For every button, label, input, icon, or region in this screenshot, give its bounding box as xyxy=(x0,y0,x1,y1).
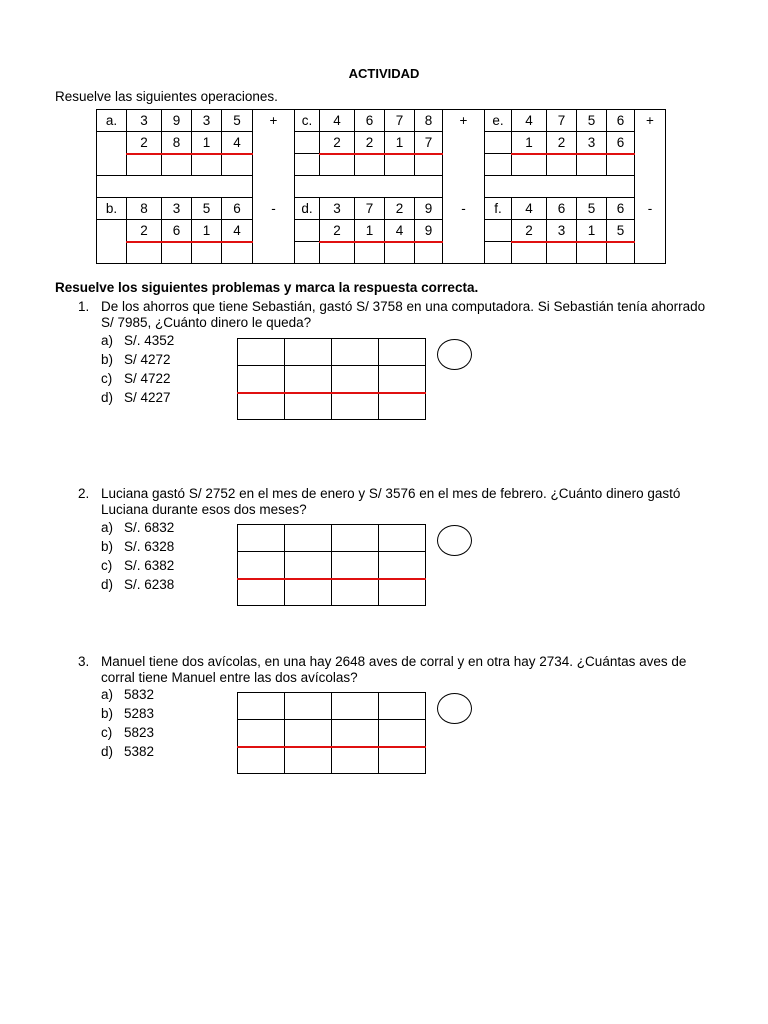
grid-cell[interactable] xyxy=(238,693,285,720)
digit-cell: 2 xyxy=(320,132,355,154)
grid-cell[interactable] xyxy=(285,393,332,420)
empty-cell xyxy=(443,132,485,154)
answer-cell[interactable] xyxy=(607,242,635,264)
digit-cell: 9 xyxy=(415,198,443,220)
problem-text: Manuel tiene dos avícolas, en una hay 2648 aves de corral y en otra hay 2734. ¿Cuántas aves de corral tiene Manuel entre las dos avícolas? xyxy=(101,654,687,685)
grid-cell[interactable] xyxy=(285,552,332,579)
digit-cell: 2 xyxy=(320,220,355,242)
spacer-cell xyxy=(97,176,253,198)
problem-number: 3. xyxy=(78,654,90,669)
digit-cell: 2 xyxy=(547,132,577,154)
option-value: S/. 6328 xyxy=(124,539,175,554)
option[interactable] xyxy=(101,558,174,573)
digit-cell: 6 xyxy=(607,110,635,132)
op-label: c. xyxy=(295,110,320,132)
op-sign: + xyxy=(635,110,666,132)
digit-cell: 6 xyxy=(547,198,577,220)
digit-cell: 7 xyxy=(385,110,415,132)
grid-cell[interactable] xyxy=(332,579,379,606)
grid-cell[interactable] xyxy=(238,747,285,774)
page-title: ACTIVIDAD xyxy=(348,66,420,81)
op-sign: - xyxy=(253,198,295,220)
option[interactable] xyxy=(101,352,171,367)
empty-cell xyxy=(443,220,485,242)
option[interactable] xyxy=(101,744,154,759)
digit-cell: 2 xyxy=(512,220,547,242)
option-value: S/. 6832 xyxy=(124,520,175,535)
answer-cell[interactable] xyxy=(415,242,443,264)
digit-cell: 6 xyxy=(222,198,253,220)
empty-cell xyxy=(97,242,127,264)
answer-cell[interactable] xyxy=(607,154,635,176)
grid-cell[interactable] xyxy=(332,552,379,579)
digit-cell: 3 xyxy=(162,198,192,220)
grid-cell[interactable] xyxy=(332,747,379,774)
empty-cell xyxy=(443,242,485,264)
option-value: S/ 4227 xyxy=(124,390,171,405)
grid-cell[interactable] xyxy=(379,693,426,720)
answer-cell[interactable] xyxy=(385,154,415,176)
digit-cell: 5 xyxy=(222,110,253,132)
problem-text: De los ahorros que tiene Sebastián, gastó S/ 3758 en una computadora. Si Sebastián tenía ahorrado S/ 7985, ¿Cuánto dinero le queda? xyxy=(101,299,706,330)
grid-cell[interactable] xyxy=(379,720,426,747)
option[interactable] xyxy=(101,390,171,405)
empty-cell xyxy=(253,176,295,198)
answer-cell[interactable] xyxy=(295,154,320,176)
option-letter: d) xyxy=(101,744,114,759)
option[interactable] xyxy=(101,577,174,592)
digit-cell: 1 xyxy=(512,132,547,154)
digit-cell: 4 xyxy=(222,132,253,154)
digit-cell: 2 xyxy=(127,220,162,242)
answer-cell[interactable] xyxy=(162,154,192,176)
empty-cell xyxy=(97,154,127,176)
option[interactable] xyxy=(101,706,154,721)
work-grid[interactable] xyxy=(237,338,426,420)
op-sign: + xyxy=(443,110,485,132)
option[interactable] xyxy=(101,520,174,535)
empty-cell xyxy=(635,220,666,242)
option-value: S/ 4272 xyxy=(124,352,171,367)
empty-cell xyxy=(635,154,666,176)
answer-cell[interactable] xyxy=(512,242,547,264)
digit-cell: 6 xyxy=(607,132,635,154)
grid-cell[interactable] xyxy=(285,747,332,774)
answer-cell[interactable] xyxy=(127,242,162,264)
digit-cell: 1 xyxy=(355,220,385,242)
answer-circle[interactable] xyxy=(437,339,472,370)
digit-cell: 1 xyxy=(577,220,607,242)
grid-cell[interactable] xyxy=(238,525,285,552)
option-letter: c) xyxy=(101,371,113,386)
empty-cell xyxy=(295,220,320,242)
answer-cell[interactable] xyxy=(547,242,577,264)
problem-number: 2. xyxy=(78,486,90,501)
digit-cell: 3 xyxy=(577,132,607,154)
op-label: f. xyxy=(485,198,512,220)
digit-cell: 3 xyxy=(547,220,577,242)
grid-cell[interactable] xyxy=(285,720,332,747)
digit-cell: 4 xyxy=(222,220,253,242)
grid-cell[interactable] xyxy=(379,393,426,420)
digit-cell: 4 xyxy=(385,220,415,242)
option-letter: b) xyxy=(101,352,114,367)
answer-cell[interactable] xyxy=(222,154,253,176)
empty-cell xyxy=(295,132,320,154)
grid-cell[interactable] xyxy=(332,339,379,366)
op-label: b. xyxy=(97,198,127,220)
empty-cell xyxy=(253,132,295,154)
answer-cell[interactable] xyxy=(385,242,415,264)
digit-cell: 8 xyxy=(162,132,192,154)
op-label: e. xyxy=(485,110,512,132)
empty-cell xyxy=(485,132,512,154)
grid-cell[interactable] xyxy=(379,525,426,552)
digit-cell: 9 xyxy=(162,110,192,132)
grid-cell[interactable] xyxy=(332,366,379,393)
grid-cell[interactable] xyxy=(285,525,332,552)
option[interactable] xyxy=(101,371,171,386)
option[interactable] xyxy=(101,687,154,702)
answer-cell[interactable] xyxy=(295,242,320,264)
spacer-cell xyxy=(295,176,443,198)
grid-cell[interactable] xyxy=(379,552,426,579)
answer-cell[interactable] xyxy=(355,154,385,176)
work-grid[interactable] xyxy=(237,524,426,606)
answer-circle[interactable] xyxy=(437,525,472,556)
option-letter: d) xyxy=(101,390,114,405)
option-value: 5832 xyxy=(124,687,155,702)
answer-cell[interactable] xyxy=(355,242,385,264)
option[interactable] xyxy=(101,725,154,740)
digit-cell: 9 xyxy=(415,220,443,242)
digit-cell: 8 xyxy=(127,198,162,220)
digit-cell: 7 xyxy=(415,132,443,154)
digit-cell: 5 xyxy=(577,198,607,220)
digit-cell: 5 xyxy=(607,220,635,242)
option-value: S/ 4722 xyxy=(124,371,171,386)
spacer-cell xyxy=(485,176,635,198)
answer-cell[interactable] xyxy=(485,242,512,264)
grid-cell[interactable] xyxy=(238,552,285,579)
empty-cell xyxy=(635,242,666,264)
work-grid[interactable] xyxy=(237,692,426,774)
option-value: S/. 6382 xyxy=(124,558,175,573)
empty-cell xyxy=(485,220,512,242)
op-sign: - xyxy=(443,198,485,220)
option-value: S/. 6238 xyxy=(124,577,175,592)
digit-cell: 7 xyxy=(547,110,577,132)
digit-cell: 3 xyxy=(192,110,222,132)
grid-cell[interactable] xyxy=(285,366,332,393)
op-sign: - xyxy=(635,198,666,220)
op-sign: + xyxy=(253,110,295,132)
empty-cell xyxy=(97,132,127,154)
grid-cell[interactable] xyxy=(379,747,426,774)
instructions-problems: Resuelve los siguientes problemas y marca la respuesta correcta. xyxy=(55,280,479,295)
digit-cell: 6 xyxy=(607,198,635,220)
answer-cell[interactable] xyxy=(192,154,222,176)
digit-cell: 5 xyxy=(577,110,607,132)
empty-cell xyxy=(635,132,666,154)
option-letter: a) xyxy=(101,333,114,348)
option[interactable] xyxy=(101,539,174,554)
option-letter: a) xyxy=(101,687,114,702)
op-label: a. xyxy=(97,110,127,132)
grid-cell[interactable] xyxy=(332,720,379,747)
grid-cell[interactable] xyxy=(238,339,285,366)
answer-circle[interactable] xyxy=(437,693,472,724)
grid-cell[interactable] xyxy=(285,693,332,720)
answer-cell[interactable] xyxy=(320,242,355,264)
empty-cell xyxy=(253,220,295,242)
digit-cell: 2 xyxy=(385,198,415,220)
empty-cell xyxy=(253,154,295,176)
digit-cell: 2 xyxy=(355,132,385,154)
problem-number: 1. xyxy=(78,299,90,314)
problem-text: Luciana gastó S/ 2752 en el mes de enero y S/ 3576 en el mes de febrero. ¿Cuánto dinero gastó Luciana durante esos dos meses? xyxy=(101,486,681,517)
grid-cell[interactable] xyxy=(379,366,426,393)
answer-cell[interactable] xyxy=(162,242,192,264)
grid-cell[interactable] xyxy=(379,339,426,366)
digit-cell: 2 xyxy=(127,132,162,154)
answer-cell[interactable] xyxy=(192,242,222,264)
option-letter: d) xyxy=(101,577,114,592)
option-letter: b) xyxy=(101,706,114,721)
empty-cell xyxy=(253,242,295,264)
digit-cell: 6 xyxy=(162,220,192,242)
option-letter: b) xyxy=(101,539,114,554)
op-label: d. xyxy=(295,198,320,220)
digit-cell: 6 xyxy=(355,110,385,132)
answer-cell[interactable] xyxy=(577,154,607,176)
grid-cell[interactable] xyxy=(285,339,332,366)
digit-cell: 1 xyxy=(192,220,222,242)
option-value: 5283 xyxy=(124,706,155,721)
grid-cell[interactable] xyxy=(379,579,426,606)
answer-cell[interactable] xyxy=(577,242,607,264)
empty-cell xyxy=(97,220,127,242)
option-value: S/. 4352 xyxy=(124,333,175,348)
grid-cell[interactable] xyxy=(238,393,285,420)
answer-cell[interactable] xyxy=(222,242,253,264)
empty-cell xyxy=(443,176,485,198)
digit-cell: 1 xyxy=(385,132,415,154)
option-value: 5823 xyxy=(124,725,155,740)
answer-cell[interactable] xyxy=(320,154,355,176)
option-value: 5382 xyxy=(124,744,155,759)
answer-cell[interactable] xyxy=(415,154,443,176)
grid-cell[interactable] xyxy=(238,366,285,393)
digit-cell: 5 xyxy=(192,198,222,220)
grid-cell[interactable] xyxy=(238,720,285,747)
answer-cell[interactable] xyxy=(547,154,577,176)
digit-cell: 3 xyxy=(127,110,162,132)
grid-cell[interactable] xyxy=(332,525,379,552)
digit-cell: 3 xyxy=(320,198,355,220)
answer-cell[interactable] xyxy=(512,154,547,176)
answer-cell[interactable] xyxy=(127,154,162,176)
grid-cell[interactable] xyxy=(332,693,379,720)
empty-cell xyxy=(443,154,485,176)
option-letter: a) xyxy=(101,520,114,535)
digit-cell: 4 xyxy=(320,110,355,132)
option-letter: c) xyxy=(101,725,113,740)
instructions-operations: Resuelve las siguientes operaciones. xyxy=(55,89,278,104)
grid-cell[interactable] xyxy=(285,579,332,606)
answer-cell[interactable] xyxy=(485,154,512,176)
grid-cell[interactable] xyxy=(238,579,285,606)
digit-cell: 1 xyxy=(192,132,222,154)
digit-cell: 8 xyxy=(415,110,443,132)
operations-table xyxy=(96,109,666,264)
empty-cell xyxy=(635,176,666,198)
option[interactable] xyxy=(101,333,174,348)
digit-cell: 7 xyxy=(355,198,385,220)
option-letter: c) xyxy=(101,558,113,573)
digit-cell: 4 xyxy=(512,198,547,220)
digit-cell: 4 xyxy=(512,110,547,132)
grid-cell[interactable] xyxy=(332,393,379,420)
